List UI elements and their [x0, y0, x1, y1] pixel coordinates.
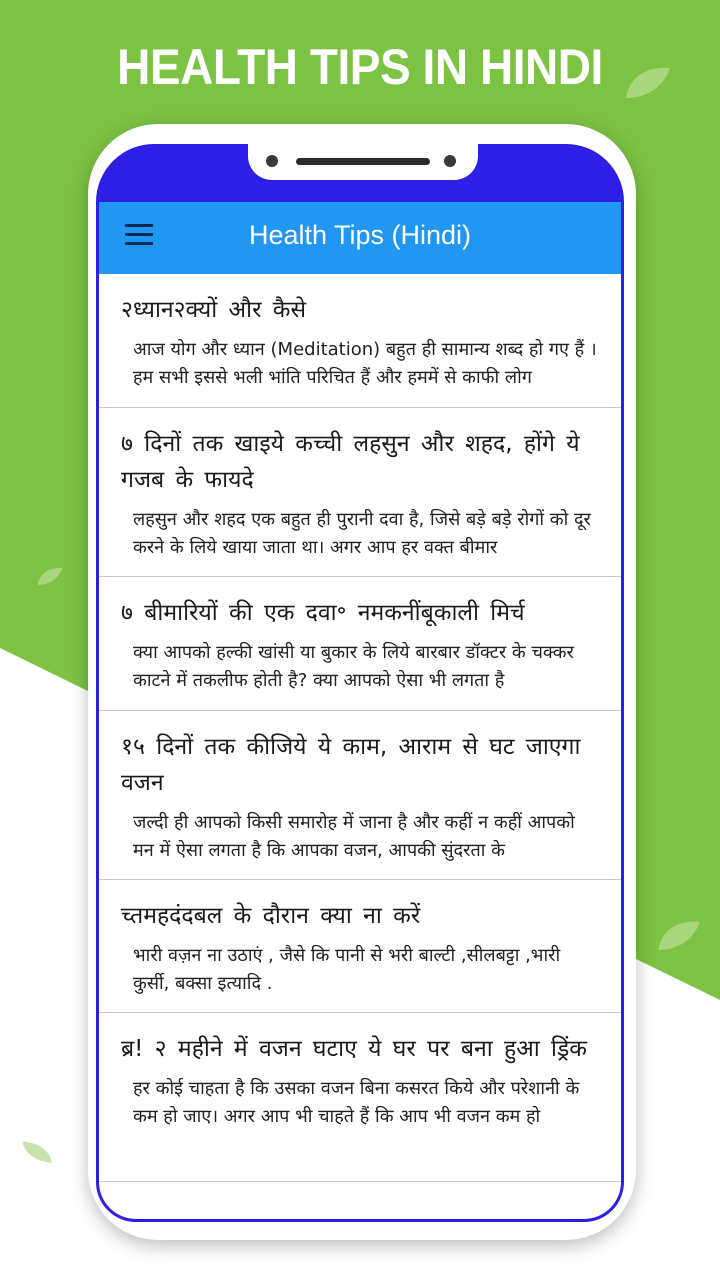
- article-title: २ध्यान२क्यों और कैसे: [121, 297, 307, 323]
- phone-screen: [96, 202, 624, 1222]
- article-excerpt: क्या आपको हल्की खांसी या बुकार के लिये बारबार डॉक्टर के चक्कर काटने में तकलीफ होती है? क्या आपको ऐसा भी लगता है: [133, 642, 574, 691]
- list-item[interactable]: [99, 711, 621, 880]
- list-item[interactable]: [99, 880, 621, 1013]
- article-excerpt: लहसुन और शहद एक बहुत ही पुरानी दवा है, जिसे बड़े बड़े रोगों को दूर करने के लिये खाया जाता था। अगर आप हर वक्त बीमार: [133, 509, 591, 558]
- article-excerpt: जल्दी ही आपको किसी समारोह में जाना है और कहीं न कहीं आपको मन में ऐसा लगता है कि आपका वजन, आपकी सुंदरता के: [133, 812, 575, 861]
- article-title: १५ दिनों तक कीजिये ये काम, आराम से घट जाएगा वजन: [121, 734, 581, 796]
- list-item[interactable]: [99, 274, 621, 408]
- article-title: ७ दिनों तक खाइये कच्ची लहसुन और शहद, होंगे ये गजब के फायदे: [121, 431, 580, 493]
- article-excerpt: भारी वज़न ना उठाएं , जैसे कि पानी से भरी बाल्टी ,सीलबट्टा ,भारी कुर्सी, बक्सा इत्यादि .: [133, 945, 561, 994]
- app-bar: [99, 202, 621, 274]
- list-item[interactable]: [99, 408, 621, 577]
- phone-camera-icon: [266, 155, 278, 167]
- phone-sensor-icon: [444, 155, 456, 167]
- list-item[interactable]: [99, 577, 621, 711]
- article-excerpt: आज योग और ध्यान (Meditation) बहुत ही सामान्य शब्द हो गए हैं । हम सभी इससे भली भांति परिचित हैं और हममें से काफी लोग: [133, 339, 597, 388]
- article-excerpt: हर कोई चाहता है कि उसका वजन बिना कसरत किये और परेशानी के कम हो जाए। अगर आप भी चाहते हैं कि आप भी वजन कम हो: [133, 1078, 580, 1127]
- leaf-icon: [20, 1140, 54, 1164]
- article-title: ७ बीमारियों की एक दवा॰ नमकनींबूकाली मिर्च: [121, 600, 525, 626]
- leaf-icon: [624, 64, 672, 100]
- list-item[interactable]: [99, 1013, 621, 1182]
- article-list[interactable]: [99, 274, 621, 1182]
- article-title: ब्र! २ महीने में वजन घटाए ये घर पर बना हुआ ड्रिंक: [121, 1036, 587, 1062]
- leaf-icon: [654, 918, 704, 952]
- phone-speaker: [296, 158, 430, 165]
- article-title: च्तमहदंदबल के दौरान क्या ना करें: [121, 903, 421, 929]
- app-title: Health Tips (Hindi): [248, 220, 472, 250]
- leaf-icon: [36, 566, 64, 586]
- banner-headline: HEALTH TIPS IN HINDI: [117, 39, 603, 95]
